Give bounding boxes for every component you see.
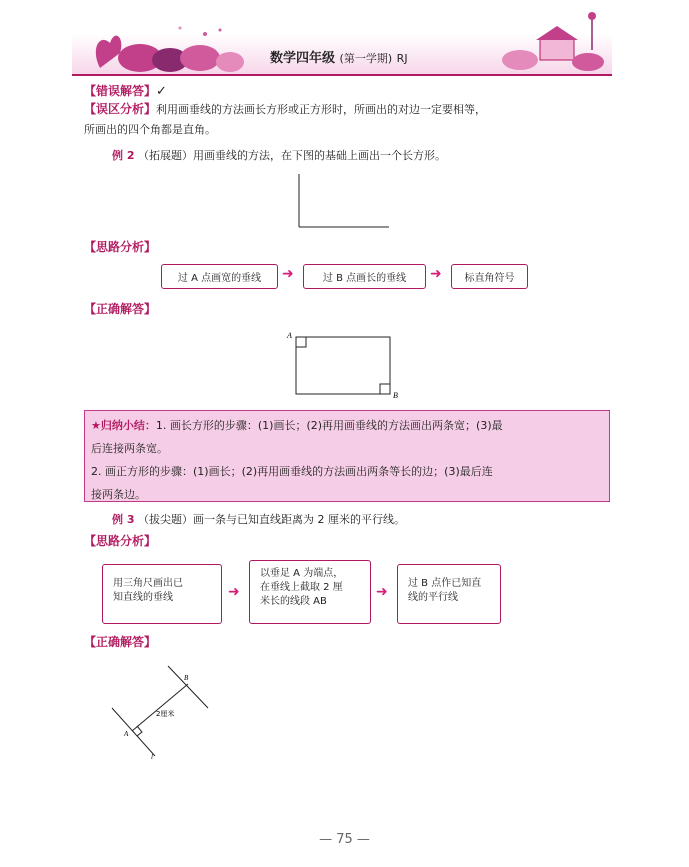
point-b-label: B — [184, 674, 189, 682]
distance-label: 2厘米 — [156, 710, 175, 718]
summary-text-4: 接两条边。 — [91, 488, 146, 501]
arrow-right-icon: ➜ — [228, 584, 240, 600]
example3-step-1-line-2: 知直线的垂线 — [113, 592, 173, 603]
mistake-label: 【错误解答】 — [84, 84, 157, 98]
book-term: (第一学期) — [339, 52, 393, 65]
arrow-right-icon: ➜ — [282, 266, 294, 282]
misconception-line-1 — [84, 100, 486, 119]
point-a-label: A — [124, 730, 129, 738]
example3-analysis-label: 【思路分析】 — [84, 534, 157, 548]
header-title — [270, 47, 408, 66]
summary-line-1 — [91, 414, 603, 437]
point-b-label: B — [393, 391, 398, 400]
example3-label: 例 3 — [112, 513, 135, 526]
example2-step-1: 过 A 点画宽的垂线 — [161, 264, 278, 289]
example3-prompt — [112, 510, 405, 529]
example3-step-1 — [102, 564, 222, 624]
example3-step-2-line-3: 米长的线段 AB — [260, 596, 327, 607]
example3-step-3-line-1: 过 B 点作已知直 — [408, 578, 482, 589]
summary-text-2: 后连接两条宽。 — [91, 442, 168, 455]
page-number: — 75 — — [319, 832, 370, 847]
book-title: 数学四年级 — [270, 51, 336, 66]
example3-step-3 — [397, 564, 501, 624]
example3-answer-label: 【正确解答】 — [84, 635, 157, 649]
summary-text-3: 2. 画正方形的步骤：(1)画长；(2)再用画垂线的方法画出两条等长的边；(3)最后连 — [91, 465, 493, 478]
example3-step-3-line-2: 线的平行线 — [408, 592, 458, 603]
arrow-right-icon: ➜ — [430, 266, 442, 282]
example2-label: 例 2 — [112, 149, 135, 162]
point-a-label: A — [287, 331, 292, 340]
example3-step-2-line-2: 在垂线上截取 2 厘 — [260, 582, 343, 593]
check-mark-icon: ✓ — [156, 84, 167, 99]
misconception-label: 【误区分析】 — [84, 102, 157, 116]
example3-step-2-line-1: 以垂足 A 为端点， — [260, 568, 344, 579]
misconception-text-2: 所画出的四个角都是直角。 — [84, 123, 216, 136]
header-decoration-left — [80, 18, 250, 76]
example2-step-2: 过 B 点画长的垂线 — [303, 264, 426, 289]
line-l-label: l — [151, 753, 153, 761]
misconception-text-1: 利用画垂线的方法画长方形或正方形时，所画出的对边一定要相等， — [156, 103, 487, 116]
example2-given-figure — [290, 170, 400, 232]
summary-box — [84, 410, 610, 502]
mistake-row — [84, 80, 167, 99]
summary-label: ★归纳小结： — [91, 419, 156, 432]
header-decoration-right — [500, 10, 610, 76]
example2-answer-rectangle — [284, 328, 404, 402]
example2-step-3: 标直角符号 — [451, 264, 528, 289]
example3-step-2 — [249, 560, 371, 624]
example3-answer-figure — [100, 660, 220, 764]
book-edition: RJ — [396, 52, 408, 65]
example2-answer-label: 【正确解答】 — [84, 302, 157, 316]
summary-text-1: 1. 画长方形的步骤：(1)画长；(2)再用画垂线的方法画出两条宽；(3)最 — [155, 419, 503, 432]
example2-prompt — [112, 146, 446, 165]
example2-text: （拓展题）用画垂线的方法，在下图的基础上画出一个长方形。 — [137, 149, 446, 162]
example3-step-1-line-1: 用三角尺画出已 — [113, 578, 183, 589]
example3-text: （拔尖题）画一条与已知直线距离为 2 厘米的平行线。 — [137, 513, 405, 526]
example2-analysis-label: 【思路分析】 — [84, 240, 157, 254]
arrow-right-icon: ➜ — [376, 584, 388, 600]
